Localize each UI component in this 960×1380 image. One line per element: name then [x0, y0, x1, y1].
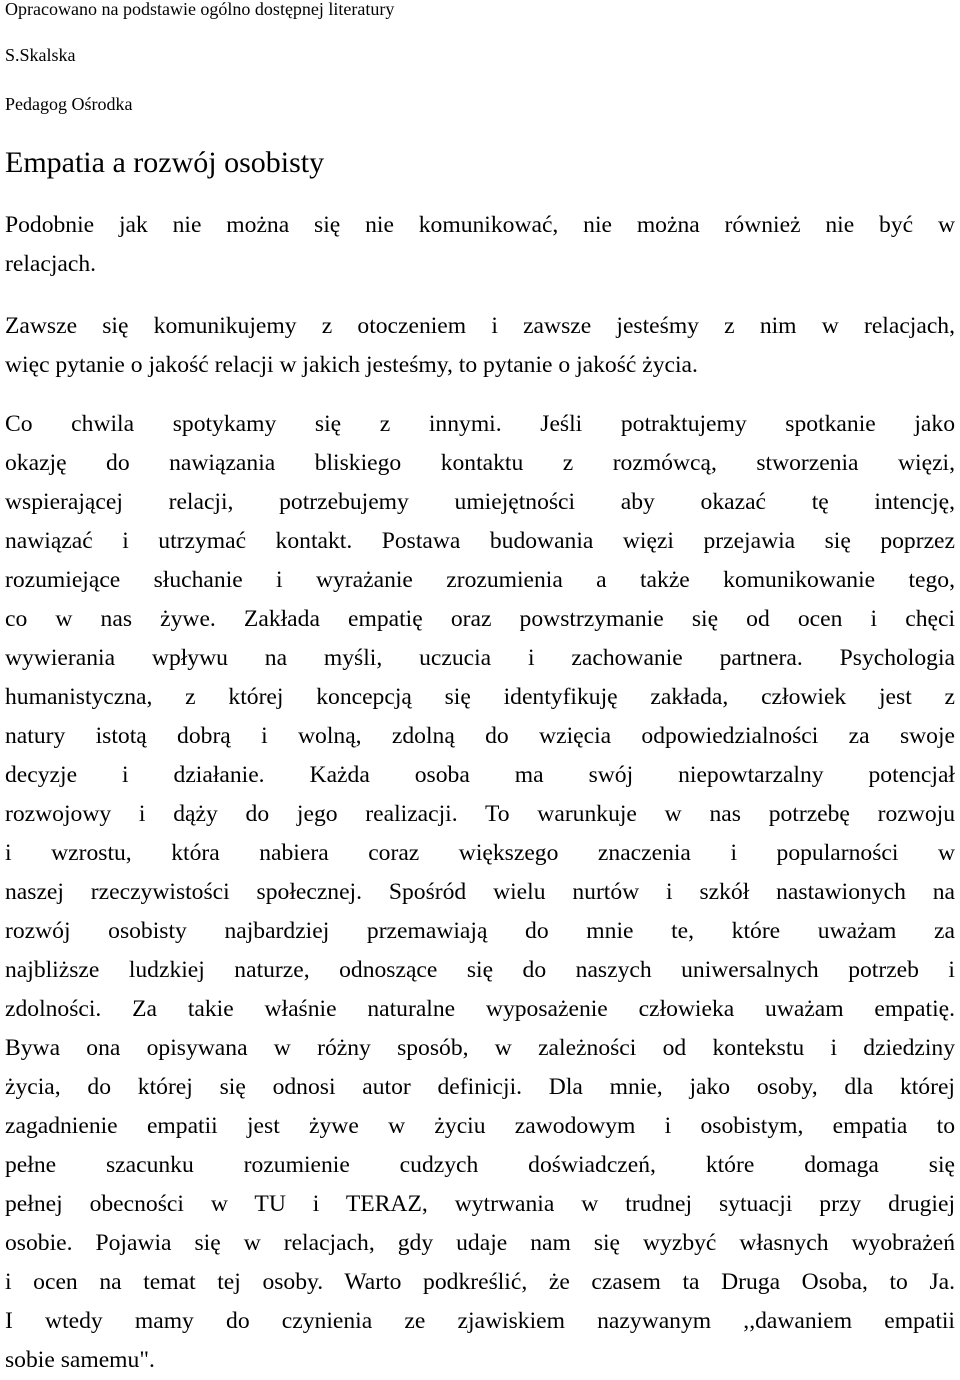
paragraph-3 — [5, 405, 955, 1380]
paragraph-line: zagadnienie empatii jest żywe w życiu zawodowym i osobistym, empatia to — [5, 1113, 955, 1139]
paragraph-line: Zawsze się komunikujemy z otoczeniem i zawsze jesteśmy z nim w relacjach, — [5, 313, 955, 339]
paragraph-line: sobie samemu". — [5, 1347, 155, 1373]
paragraph-line: decyzje i działanie. Każda osoba ma swój niepowtarzalny potencjał — [5, 762, 955, 788]
author-name: S.Skalska — [5, 45, 76, 65]
paragraph-line: zdolności. Za takie właśnie naturalne wyposażenie człowieka uważam empatię. — [5, 996, 955, 1022]
paragraph-line: I wtedy mamy do czynienia ze zjawiskiem nazywanym ,,dawaniem empatii — [5, 1308, 955, 1334]
paragraph-line: relacjach. — [5, 251, 97, 277]
author-role: Pedagog Ośrodka — [5, 94, 133, 114]
paragraph-line: Bywa ona opisywana w różny sposób, w zależności od kontekstu i dziedziny — [5, 1035, 955, 1061]
source-note: Opracowano na podstawie ogólno dostępnej literatury — [5, 0, 395, 19]
paragraph-line: rozumiejące słuchanie i wyrażanie zrozumienia a także komunikowanie tego, — [5, 567, 955, 593]
paragraph-line: wspierającej relacji, potrzebujemy umiejętności aby okazać tę intencję, — [5, 489, 955, 515]
paragraph-line: i ocen na temat tej osoby. Warto podkreślić, że czasem ta Druga Osoba, to Ja. — [5, 1269, 955, 1295]
paragraph-line: najbliższe ludzkiej naturze, odnoszące się do naszych uniwersalnych potrzeb i — [5, 957, 955, 983]
paragraph-line: co w nas żywe. Zakłada empatię oraz powstrzymanie się od ocen i chęci — [5, 606, 955, 632]
paragraph-line: i wzrostu, która nabiera coraz większego znaczenia i popularności w — [5, 840, 955, 866]
paragraph-line: natury istotą dobrą i wolną, zdolną do wzięcia odpowiedzialności za swoje — [5, 723, 955, 749]
paragraph-line: naszej rzeczywistości społecznej. Spośród wielu nurtów i szkół nastawionych na — [5, 879, 955, 905]
paragraph-line: więc pytanie o jakość relacji w jakich jesteśmy, to pytanie o jakość życia. — [5, 352, 698, 378]
paragraph-line: humanistyczna, z której koncepcją się identyfikuję zakłada, człowiek jest z — [5, 684, 955, 710]
paragraph-line: Podobnie jak nie można się nie komunikować, nie można również nie być w — [5, 212, 955, 238]
paragraph-line: nawiązać i utrzymać kontakt. Postawa budowania więzi przejawia się poprzez — [5, 528, 955, 554]
paragraph-line: osobie. Pojawia się w relacjach, gdy udaje nam się wyzbyć własnych wyobrażeń — [5, 1230, 955, 1256]
paragraph-1 — [5, 206, 955, 284]
paragraph-line: wywierania wpływu na myśli, uczucia i zachowanie partnera. Psychologia — [5, 645, 955, 671]
paragraph-line: pełne szacunku rozumienie cudzych doświadczeń, które domaga się — [5, 1152, 955, 1178]
paragraph-line: okazję do nawiązania bliskiego kontaktu z rozmówcą, stworzenia więzi, — [5, 450, 955, 476]
paragraph-line: rozwój osobisty najbardziej przemawiają do mnie te, które uważam za — [5, 918, 955, 944]
paragraph-line: Co chwila spotykamy się z innymi. Jeśli potraktujemy spotkanie jako — [5, 411, 955, 437]
paragraph-2 — [5, 307, 955, 385]
document-title: Empatia a rozwój osobisty — [5, 146, 325, 179]
paragraph-line: życia, do której się odnosi autor definicji. Dla mnie, jako osoby, dla której — [5, 1074, 955, 1100]
paragraph-line: rozwojowy i dąży do jego realizacji. To warunkuje w nas potrzebę rozwoju — [5, 801, 955, 827]
paragraph-line: pełnej obecności w TU i TERAZ, wytrwania w trudnej sytuacji przy drugiej — [5, 1191, 955, 1217]
